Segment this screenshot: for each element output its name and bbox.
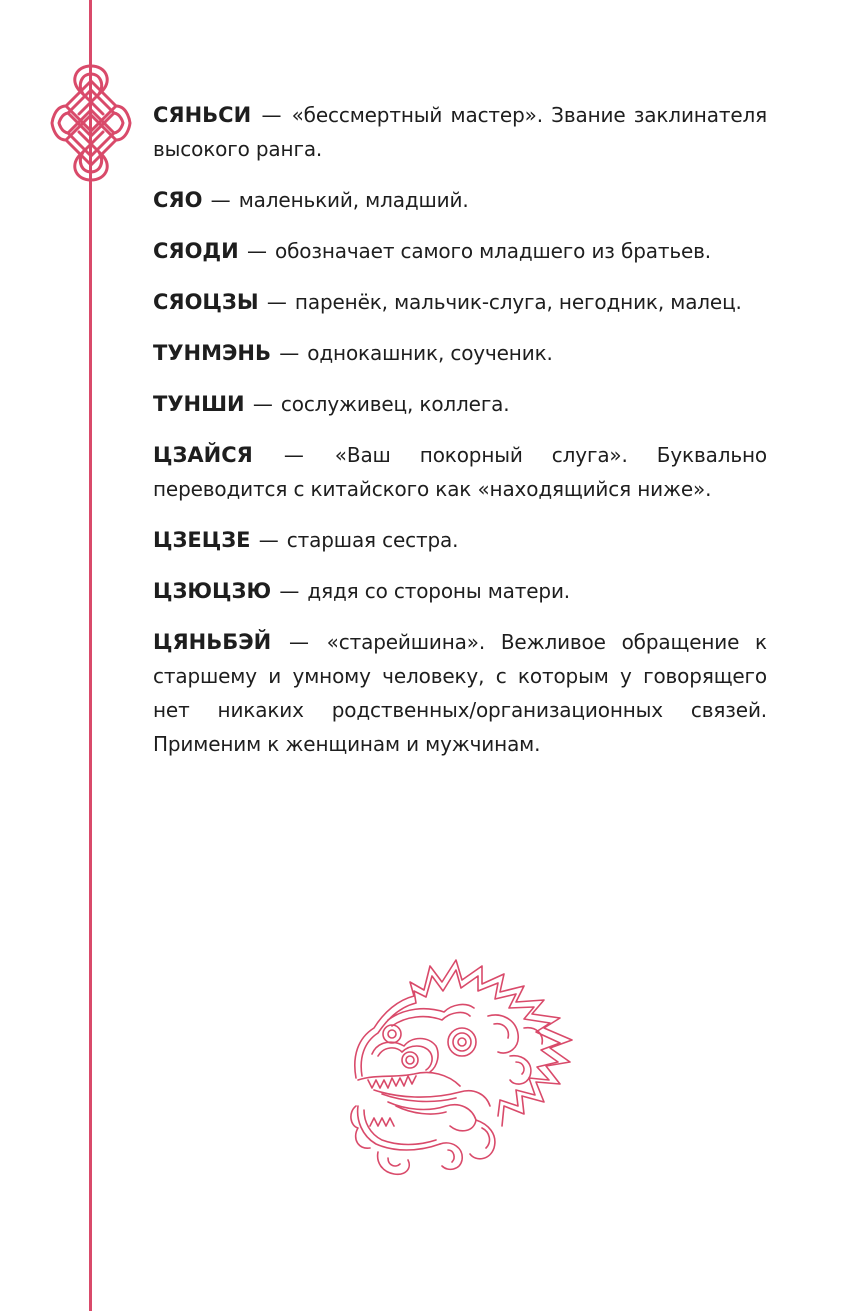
side-vertical-line — [89, 0, 92, 1311]
glossary-definition: старшая сестра. — [286, 528, 459, 552]
glossary-definition: «бессмертный мастер». Звание заклинателя высокого ранга. — [153, 103, 767, 161]
glossary-definition: маленький, младший. — [238, 188, 469, 212]
glossary-entry — [153, 183, 767, 217]
em-dash: — — [279, 341, 300, 365]
glossary-entry — [153, 523, 767, 557]
glossary-term: ЦЗАЙСЯ — [153, 443, 253, 467]
glossary-term: ЦЗЮЦЗЮ — [153, 579, 272, 603]
glossary-entry — [153, 98, 767, 166]
glossary-entry — [153, 438, 767, 506]
glossary-term: СЯНЬСИ — [153, 103, 252, 127]
em-dash: — — [279, 579, 300, 603]
em-dash: — — [266, 290, 287, 314]
glossary-definition: однокашник, соученик. — [307, 341, 553, 365]
glossary-entry — [153, 387, 767, 421]
em-dash: — — [252, 392, 273, 416]
glossary-list — [153, 98, 767, 778]
glossary-term: ТУНШИ — [153, 392, 245, 416]
em-dash: — — [289, 630, 309, 654]
glossary-entry — [153, 625, 767, 761]
glossary-term: ЦЯНЬБЭЙ — [153, 630, 272, 654]
glossary-term: ЦЗЕЦЗЕ — [153, 528, 251, 552]
em-dash: — — [283, 443, 304, 467]
glossary-definition: «Ваш покорный слуга». Буквально переводится с китайского как «находящийся ниже». — [153, 443, 767, 501]
glossary-term: СЯОЦЗЫ — [153, 290, 259, 314]
glossary-entry — [153, 574, 767, 608]
glossary-entry — [153, 285, 767, 319]
glossary-entry — [153, 336, 767, 370]
em-dash: — — [258, 528, 279, 552]
glossary-term: СЯО — [153, 188, 203, 212]
glossary-entry — [153, 234, 767, 268]
glossary-definition: сослуживец, коллега. — [280, 392, 510, 416]
glossary-definition: «старейшина». Вежливое обращение к старшему и умному человеку, с которым у говорящего нет никаких родственных/организационных связей. Применим к женщинам и мужчинам. — [153, 630, 767, 756]
glossary-definition: обозначает самого младшего из братьев. — [275, 239, 711, 263]
em-dash: — — [261, 103, 282, 127]
glossary-definition: паренёк, мальчик-слуга, негодник, малец. — [294, 290, 742, 314]
glossary-term: ТУНМЭНЬ — [153, 341, 271, 365]
glossary-definition: дядя со стороны матери. — [307, 579, 571, 603]
em-dash: — — [210, 188, 231, 212]
dragon-head-icon — [348, 956, 580, 1178]
endless-knot-icon — [50, 62, 132, 184]
em-dash: — — [246, 239, 267, 263]
glossary-term: СЯОДИ — [153, 239, 239, 263]
